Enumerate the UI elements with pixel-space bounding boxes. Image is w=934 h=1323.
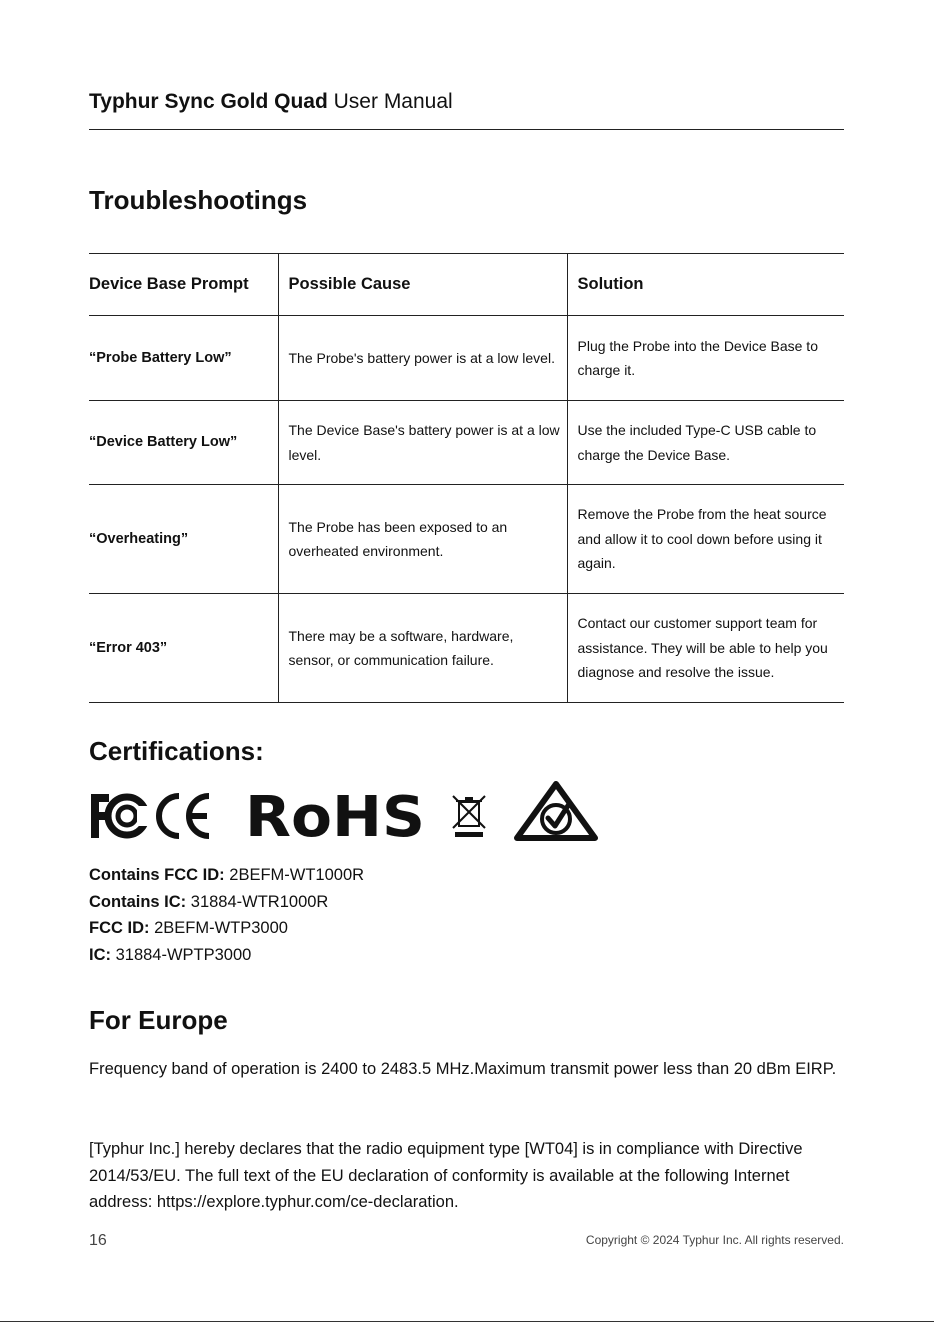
id-line <box>89 889 364 916</box>
cause-cell: The Probe's battery power is at a low level. <box>278 316 567 401</box>
solution-cell: Plug the Probe into the Device Base to charge it. <box>567 316 844 401</box>
id-line <box>89 942 364 969</box>
id-value: 2BEFM-WT1000R <box>229 866 365 884</box>
header-suffix: User Manual <box>333 90 453 113</box>
bottom-divider <box>0 1321 934 1322</box>
id-value: 2BEFM-WTP3000 <box>154 919 288 937</box>
rcm-check-icon <box>513 780 599 844</box>
column-header-solution: Solution <box>567 254 844 316</box>
page-number: 16 <box>89 1232 107 1249</box>
id-line <box>89 915 364 942</box>
solution-cell: Remove the Probe from the heat source and allow it to cool down before using it again. <box>567 485 844 594</box>
copyright-notice: Copyright © 2024 Typhur Inc. All rights reserved. <box>585 1233 844 1247</box>
prompt-cell: “Device Battery Low” <box>89 401 278 485</box>
svg-text:RoHS: RoHS <box>245 790 425 840</box>
table-row <box>89 316 844 401</box>
table-row <box>89 485 844 594</box>
column-header-prompt: Device Base Prompt <box>89 254 278 316</box>
solution-cell: Use the included Type-C USB cable to charge the Device Base. <box>567 401 844 485</box>
id-line <box>89 862 364 889</box>
cause-cell: The Probe has been exposed to an overheated environment. <box>278 485 567 594</box>
certification-ids <box>89 862 364 968</box>
prompt-cell: “Error 403” <box>89 594 278 703</box>
declaration-paragraph: [Typhur Inc.] hereby declares that the radio equipment type [WT04] is in compliance with Directive 2014/53/EU. The full text of the EU declaration of conformity is available at the following Internet address: https://explore.typhur.com/ce-declaration. <box>89 1140 803 1211</box>
certification-logos <box>89 780 609 844</box>
id-label: Contains IC: <box>89 892 187 911</box>
frequency-paragraph: Frequency band of operation is 2400 to 2483.5 MHz.Maximum transmit power less than 20 dBm EIRP. <box>89 1060 837 1078</box>
id-label: Contains FCC ID: <box>89 866 225 884</box>
page-header <box>89 88 844 130</box>
header-brand: Typhur Sync Gold Quad <box>89 90 328 113</box>
column-header-cause: Possible Cause <box>278 254 567 316</box>
cause-cell: The Device Base's battery power is at a low level. <box>278 401 567 485</box>
table-header-row <box>89 254 844 316</box>
fcc-logo <box>89 792 153 840</box>
certifications-title: Certifications: <box>89 736 264 766</box>
id-label: IC: <box>89 945 111 964</box>
table-row <box>89 594 844 703</box>
rohs-logo <box>245 790 429 840</box>
europe-title: For Europe <box>89 1005 228 1035</box>
id-label: FCC ID: <box>89 919 150 937</box>
prompt-cell: “Overheating” <box>89 485 278 594</box>
table-row <box>89 401 844 485</box>
cause-cell: There may be a software, hardware, sensor, or communication failure. <box>278 594 567 703</box>
troubleshooting-table <box>89 253 844 703</box>
troubleshooting-title: Troubleshootings <box>89 185 308 215</box>
prompt-cell: “Probe Battery Low” <box>89 316 278 401</box>
id-value: 31884-WTR1000R <box>190 892 329 911</box>
id-value: 31884-WPTP3000 <box>115 945 252 964</box>
solution-cell: Contact our customer support team for assistance. They will be able to help you diagnose and resolve the issue. <box>567 594 844 703</box>
weee-bin-icon <box>451 792 487 840</box>
ce-logo <box>153 792 217 840</box>
